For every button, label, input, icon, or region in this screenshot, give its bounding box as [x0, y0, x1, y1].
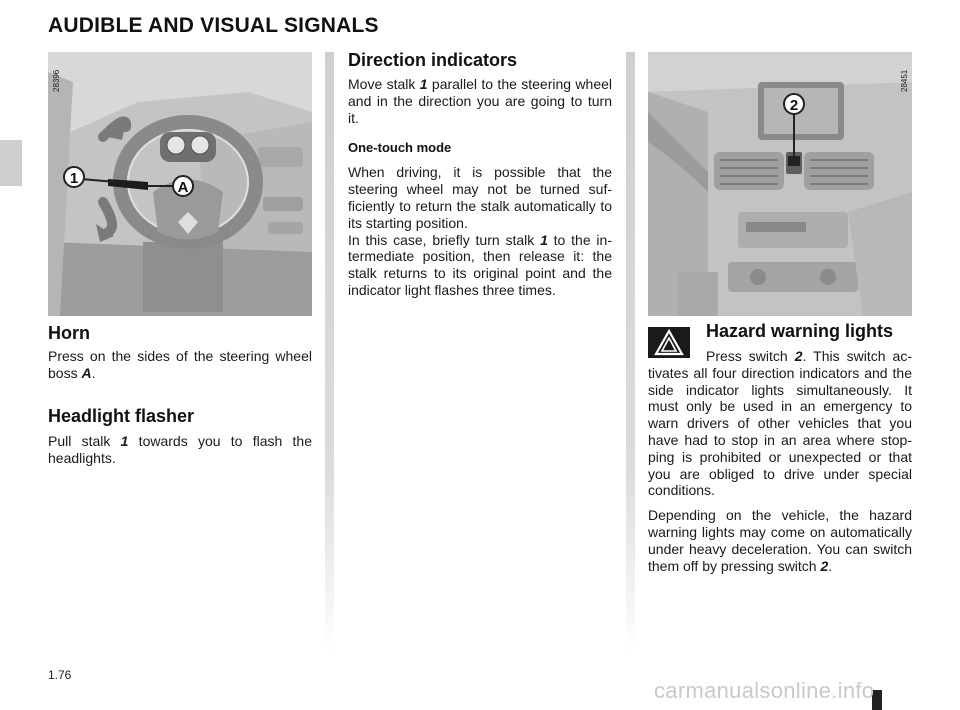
headlight-section: [48, 405, 312, 467]
horn-body: Press on the sides of the steering wheel boss A.: [48, 348, 312, 381]
headlight-body: Pull stalk 1 towards you to flash the headlights.: [48, 433, 312, 466]
one-touch-para1: When driving, it is possible that the steering wheel may not be turned sufficiently to return the stalk automatically to its starting position.: [348, 164, 612, 231]
column-divider: [626, 52, 635, 652]
one-touch-heading: One-touch mode: [348, 140, 452, 156]
dashboard-illustration: [648, 52, 912, 316]
callout-1: 1: [69, 170, 79, 187]
section-tab: [0, 140, 22, 186]
steering-wheel-illustration: [48, 52, 312, 316]
page-number: 1.76: [48, 668, 72, 682]
figure-code: 28451: [900, 69, 909, 92]
one-touch-para2: In this case, briefly turn stalk 1 to the intermediate position, then release it: the stalk returns to its original point and the indicator light flashes three times.: [348, 231, 612, 298]
hazard-heading: Hazard warning lights: [706, 321, 894, 341]
callout-A: A: [177, 179, 189, 196]
direction-intro: Move stalk 1 parallel to the steering wheel and in the direction you are going to turn it.: [348, 76, 612, 126]
hazard-para1: Press switch 2. This switch activates all four direction indicators and the side indicator lights simultaneously. It must only be used in an emergency to warn drivers of other vehicles that you have had to stop in an area where stopping is prohibited or unexpected or that you are obliged to drive under special conditions.: [648, 348, 912, 499]
page-title: AUDIBLE AND VISUAL SIGNALS: [48, 14, 379, 37]
direction-section: [348, 49, 612, 299]
horn-heading: Horn: [48, 323, 90, 343]
direction-heading: Direction indicators: [348, 50, 518, 70]
hazard-para2: Depending on the vehicle, the hazard warning lights may come on automatically under heavy deceleration. You can switch them off by pressing switch 2.: [648, 507, 912, 574]
horn-section: [48, 322, 312, 382]
callout-2: 2: [789, 97, 799, 114]
watermark: carmanualsonline.info: [654, 678, 875, 703]
hazard-section: [648, 320, 912, 574]
figure-code: 28396: [52, 69, 61, 92]
headlight-heading: Headlight flasher: [48, 406, 195, 426]
column-divider: [325, 52, 334, 652]
